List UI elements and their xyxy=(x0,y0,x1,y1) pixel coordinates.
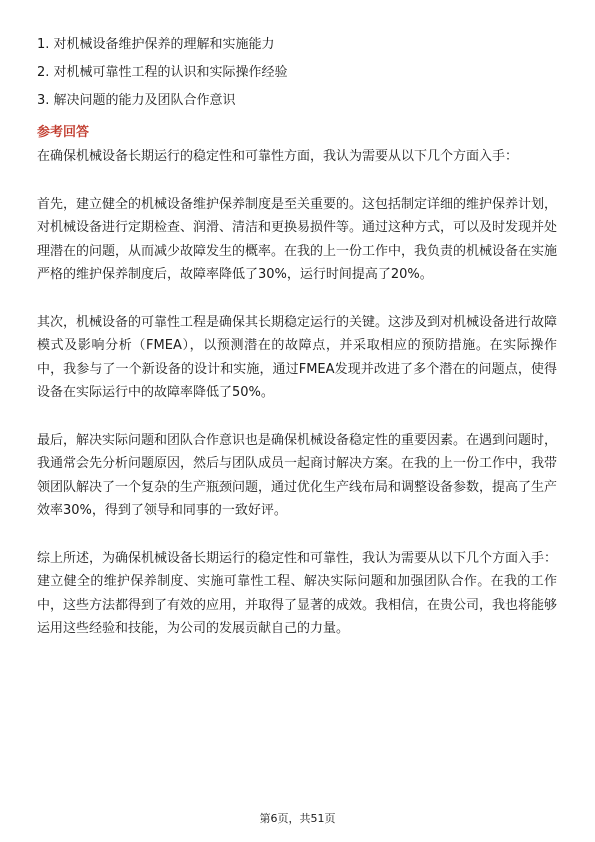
paragraph-gap xyxy=(37,169,557,193)
answer-paragraph-first: 首先，建立健全的机械设备维护保养制度是至关重要的。这包括制定详细的维护保养计划，对机械设备进行定期检查、润滑、清洁和更换易损件等。通过这种方式，可以及时发现并处理潜在的问题，从而减少故障发生的概率。在我的上一份工作中，我负责的机械设备在实施严格的维护保养制度后，故障率降低了30%，运行时间提高了20%。 xyxy=(37,196,558,282)
requirement-item: 2. 对机械可靠性工程的认识和实际操作经验 xyxy=(37,65,288,80)
answer-intro-paragraph: 在确保机械设备长期运行的稳定性和可靠性方面，我认为需要从以下几个方面入手： xyxy=(37,149,519,164)
page-number-footer: 第6页，共51页 xyxy=(259,812,336,825)
requirement-item: 1. 对机械设备维护保养的理解和实施能力 xyxy=(37,37,275,52)
requirement-list xyxy=(37,35,557,119)
requirement-item: 3. 解决问题的能力及团队合作意识 xyxy=(37,93,236,108)
answer-paragraph-second: 其次，机械设备的可靠性工程是确保其长期稳定运行的关键。这涉及到对机械设备进行故障模式及影响分析（FMEA），以预测潜在的故障点，并采取相应的预防措施。在实际操作中，我参与了一个新设备的设计和实施，通过FMEA发现并改进了多个潜在的问题点，使得设备在实际运行中的故障率降低了50%。 xyxy=(37,314,558,400)
answer-paragraph-last: 最后，解决实际问题和团队合作意识也是确保机械设备稳定性的重要因素。在遇到问题时，我通常会先分析问题原因，然后与团队成员一起商讨解决方案。在我的上一份工作中，我带领团队解决了一个复杂的生产瓶颈问题，通过优化生产线布局和调整设备参数，提高了生产效率30%，得到了领导和同事的一致好评。 xyxy=(37,432,558,518)
answer-paragraph-summary: 综上所述，为确保机械设备长期运行的稳定性和可靠性，我认为需要从以下几个方面入手：建立健全的维护保养制度、实施可靠性工程、解决实际问题和加强团队合作。在我的工作中，这些方法都得到了有效的应用，并取得了显著的成效。我相信，在贵公司，我也将能够运用这些经验和技能，为公司的发展贡献自己的力量。 xyxy=(37,550,558,636)
paragraph-gap xyxy=(37,405,557,429)
paragraph-gap xyxy=(37,523,557,547)
paragraph-gap xyxy=(37,287,557,311)
answer-heading: 参考回答 xyxy=(37,125,90,140)
page-content xyxy=(37,35,557,641)
